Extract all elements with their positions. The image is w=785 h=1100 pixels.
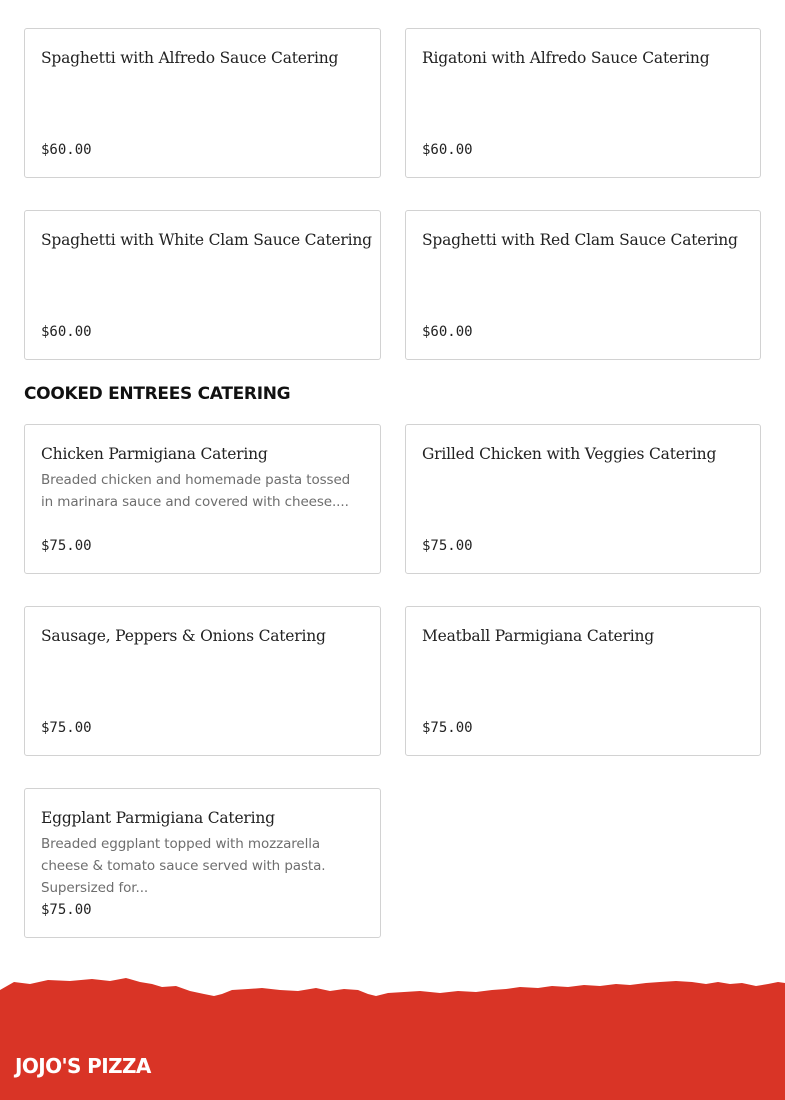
menu-item-card[interactable]	[24, 28, 381, 178]
menu-item-description: Breaded chicken and homemade pasta tossed in marinara sauce and covered with cheese....	[41, 472, 351, 510]
menu-item-name: Spaghetti with Red Clam Sauce Catering	[422, 231, 738, 249]
menu-item-description	[422, 651, 746, 695]
menu-item-description: Breaded eggplant topped with mozzarella cheese & tomato sauce served with pasta. Supersized for...	[41, 836, 326, 896]
menu-item-name: Rigatoni with Alfredo Sauce Catering	[422, 49, 710, 67]
footer-background	[0, 978, 785, 1100]
menu-item-name: Sausage, Peppers & Onions Catering	[41, 627, 326, 645]
menu-item-price: $60.00	[422, 142, 473, 158]
menu-item-price: $60.00	[41, 142, 92, 158]
menu-item-price: $75.00	[41, 538, 92, 554]
menu-item-price: $75.00	[422, 538, 473, 554]
menu-item-description	[41, 651, 366, 695]
menu-item-card[interactable]	[24, 210, 381, 360]
menu-item-description	[422, 73, 746, 117]
footer-brand-logo[interactable]: JOJO'S PIZZA	[15, 1054, 151, 1078]
menu-item-price: $60.00	[422, 324, 473, 340]
menu-item-name: Spaghetti with Alfredo Sauce Catering	[41, 49, 339, 67]
menu-item-card[interactable]	[405, 210, 761, 360]
site-footer	[0, 960, 785, 1100]
menu-item-description	[41, 255, 366, 299]
menu-item-name: Meatball Parmigiana Catering	[422, 627, 655, 645]
menu-item-card[interactable]	[24, 424, 381, 574]
menu-item-description	[422, 469, 746, 513]
menu-item-name: Chicken Parmigiana Catering	[41, 445, 268, 463]
menu-item-price: $60.00	[41, 324, 92, 340]
menu-item-description	[422, 255, 746, 299]
section-heading: COOKED ENTREES CATERING	[24, 384, 291, 404]
menu-item-price: $75.00	[41, 902, 92, 918]
menu-item-name: Eggplant Parmigiana Catering	[41, 809, 275, 827]
menu-item-price: $75.00	[422, 720, 473, 736]
menu-item-name: Grilled Chicken with Veggies Catering	[422, 445, 717, 463]
menu-item-description	[41, 73, 366, 117]
menu-item-card[interactable]	[24, 788, 381, 938]
menu-item-card[interactable]	[405, 424, 761, 574]
menu-item-card[interactable]	[24, 606, 381, 756]
menu-item-card[interactable]	[405, 606, 761, 756]
menu-item-price: $75.00	[41, 720, 92, 736]
menu-item-name: Spaghetti with White Clam Sauce Catering	[41, 231, 372, 249]
menu-item-card[interactable]	[405, 28, 761, 178]
torn-paper-edge	[0, 960, 785, 1100]
